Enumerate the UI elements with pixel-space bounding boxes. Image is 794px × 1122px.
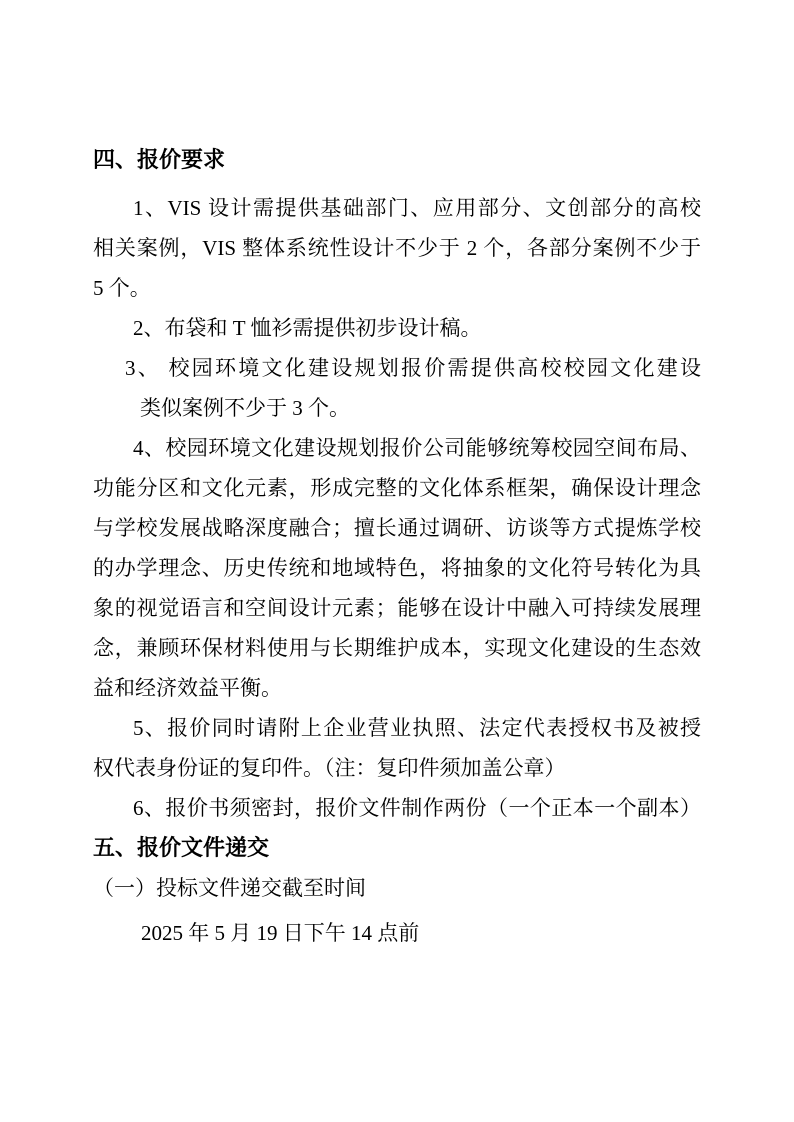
text-line: 象的视觉语言和空间设计元素；能够在设计中融入可持续发展理 [93, 596, 701, 620]
text-line: 益和经济效益平衡。 [93, 676, 282, 700]
text-line: （一）投标文件递交截至时间 [93, 876, 366, 900]
document-content [93, 140, 701, 953]
text-line: 类似案例不少于 3 个。 [140, 396, 350, 420]
text-line: 念，兼顾环保材料使用与长期维护成本，实现文化建设的生态效 [93, 636, 701, 660]
section-4-heading: 四、报价要求 [93, 147, 226, 172]
text-line: 2025 年 5 月 19 日下午 14 点前 [141, 921, 420, 945]
text-line: 2、布袋和 T 恤衫需提供初步设计稿。 [133, 316, 482, 340]
text-line: 1、VIS 设计需提供基础部门、应用部分、文创部分的高校 [133, 196, 701, 220]
text-line: 6、报价书须密封，报价文件制作两份（一个正本一个副本） [133, 796, 701, 820]
section-5-heading: 五、报价文件递交 [93, 835, 270, 860]
text-line: 与学校发展战略深度融合；擅长通过调研、访谈等方式提炼学校 [93, 516, 701, 540]
text-line: 相关案例，VIS 整体系统性设计不少于 2 个，各部分案例不少于 [93, 236, 701, 260]
text-line: 权代表身份证的复印件。（注：复印件须加盖公章） [93, 756, 566, 780]
text-line: 5 个。 [93, 276, 151, 300]
text-line: 功能分区和文化元素，形成完整的文化体系框架，确保设计理念 [93, 476, 701, 500]
text-line: 的办学理念、历史传统和地域特色，将抽象的文化符号转化为具 [93, 556, 701, 580]
text-line: 5、报价同时请附上企业营业执照、法定代表授权书及被授 [133, 716, 701, 740]
text-line: 3、 校园环境文化建设规划报价需提供高校校园文化建设 [125, 356, 701, 380]
text-line: 4、校园环境文化建设规划报价公司能够统筹校园空间布局、 [133, 436, 701, 460]
